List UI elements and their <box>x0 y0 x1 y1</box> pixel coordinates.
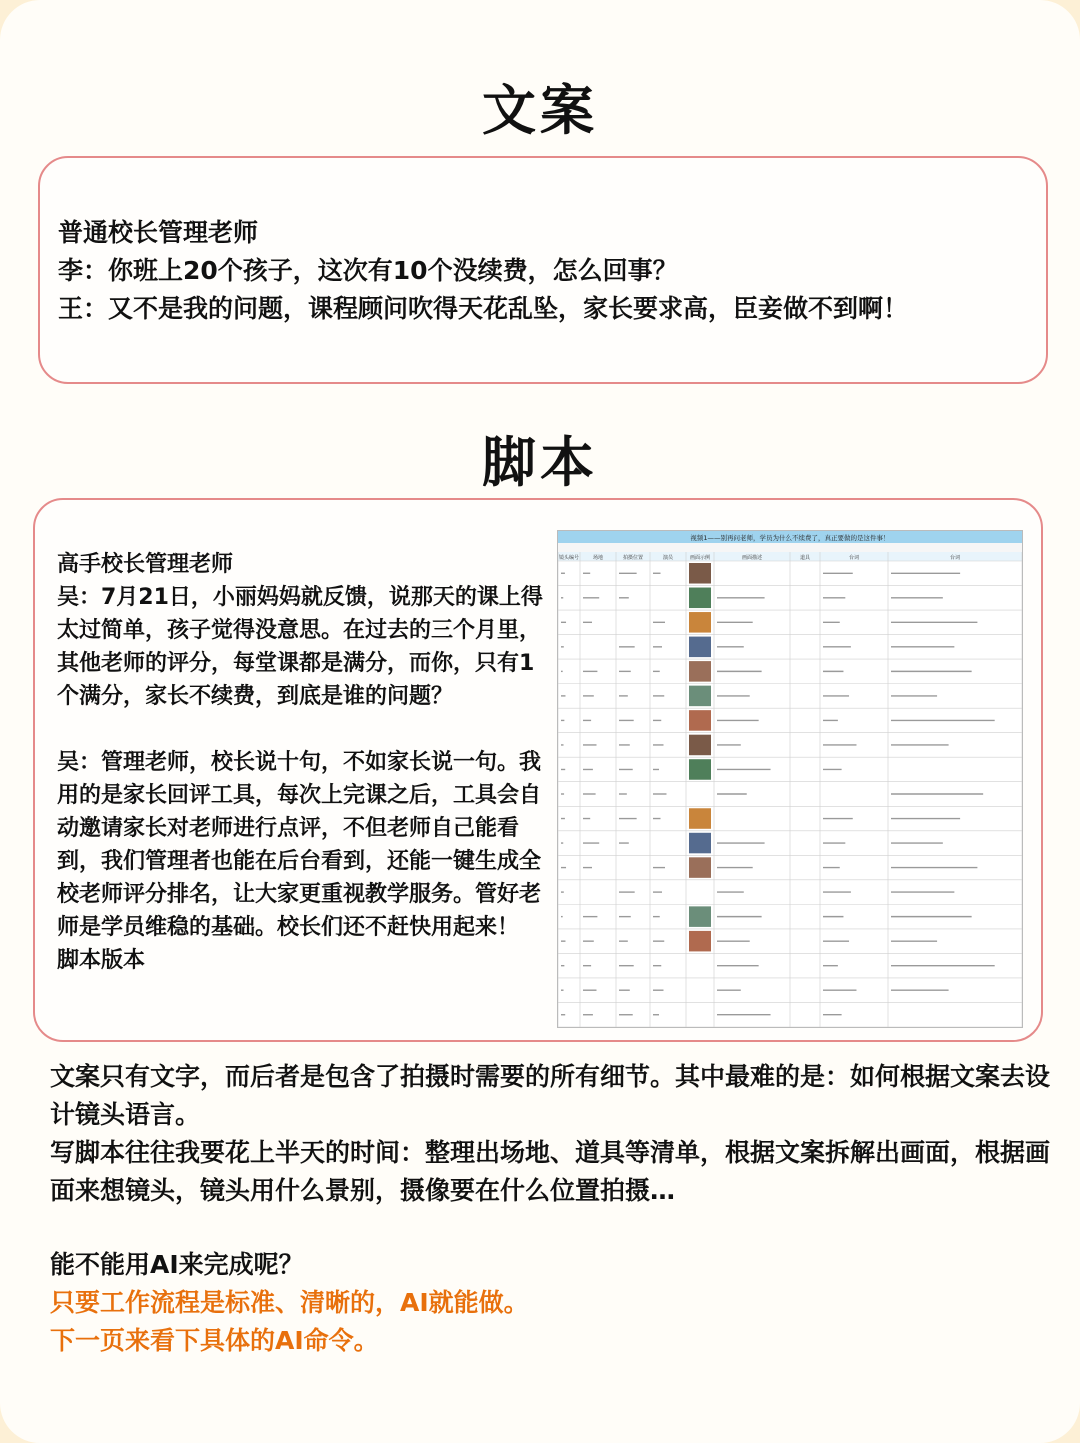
table-thumbnail <box>689 857 711 878</box>
shot-list-table <box>558 531 1022 1027</box>
table-thumbnail <box>689 759 711 780</box>
table-header-3: 演员 <box>662 555 674 561</box>
table-thumbnail <box>689 612 711 633</box>
copy-line-li: 李：你班上20个孩子，这次有10个没续费，怎么回事？ <box>58 256 678 285</box>
script-heading: 高手校长管理老师 <box>57 552 234 577</box>
table-header-7: 台词 <box>848 555 860 561</box>
table-thumbnail <box>689 735 711 756</box>
script-footer: 脚本版本 <box>57 948 146 973</box>
table-thumbnail <box>689 588 711 609</box>
table-grid <box>558 552 1022 1027</box>
bottom-line-2: 写脚本往往我要花上半天的时间：整理出场地、道具等清单，根据文案拆解出画面，根据画面来想镜头，镜头用什么景别，摄像要在什么位置拍摄… <box>50 1138 1051 1205</box>
table-header-2: 拍摄位置 <box>622 555 644 561</box>
section-title-copywriting: 文案 <box>482 79 598 142</box>
copy-line-wang: 王：又不是我的问题，课程顾问吹得天花乱坠，家长要求高，臣妾做不到啊！ <box>58 294 909 323</box>
table-thumbnail <box>689 833 711 854</box>
table-thumbnail <box>689 686 711 707</box>
bottom-question: 能不能用AI来完成呢？ <box>50 1250 304 1279</box>
copywriting-card <box>38 156 1048 384</box>
table-thumbnail <box>689 637 711 658</box>
copy-heading: 普通校长管理老师 <box>58 218 259 247</box>
bottom-highlight-1: 只要工作流程是标准、清晰的，AI就能做。 <box>50 1288 529 1317</box>
table-cell-scribbles <box>561 573 995 1014</box>
table-header-6: 道具 <box>799 555 811 561</box>
table-header-0: 镜头编号 <box>558 555 580 561</box>
table-title: 视频1——别再问老师，学员为什么不续费了，真正要做的是这件事！ <box>690 534 890 542</box>
section-title-script: 脚本 <box>482 431 598 494</box>
table-thumbnail <box>689 906 711 927</box>
table-subtitle-bar <box>558 543 1022 552</box>
table-thumbnail <box>689 931 711 952</box>
script-text <box>57 548 547 977</box>
shot-list-table-image <box>557 530 1023 1028</box>
script-para-2: 吴：管理老师，校长说十句，不如家长说一句。我用的是家长回评工具，每次上完课之后，工具会自动邀请家长对老师进行点评，不但老师自己能看到，我们管理者也能在后台看到，还能一键生成全校老师评分排名，让大家更重视教学服务。管好老师是学员维稳的基础。校长们还不赶快用起来！ <box>57 750 542 940</box>
table-header-8: 台词 <box>949 555 961 561</box>
bottom-line-1: 文案只有文字，而后者是包含了拍摄时需要的所有细节。其中最难的是：如何根据文案去设计镜头语言。 <box>50 1062 1051 1129</box>
table-header-4: 画面示例 <box>689 555 711 561</box>
script-para-1: 吴：7月21日，小丽妈妈就反馈，说那天的课上得太过简单，孩子觉得没意思。在过去的三个月里，其他老师的评分，每堂课都是满分，而你，只有1个满分，家长不续费，到底是谁的问题？ <box>57 585 543 709</box>
table-thumbnail <box>689 661 711 682</box>
table-thumbnail <box>689 563 711 584</box>
script-card <box>33 498 1043 1042</box>
table-header-1: 场地 <box>592 555 604 561</box>
table-thumbnail <box>689 808 711 829</box>
bottom-text <box>50 1058 1050 1360</box>
bottom-highlight-2: 下一页来看下具体的AI命令。 <box>50 1326 379 1355</box>
table-header-5: 画面描述 <box>741 555 763 561</box>
table-thumbnail <box>689 710 711 731</box>
